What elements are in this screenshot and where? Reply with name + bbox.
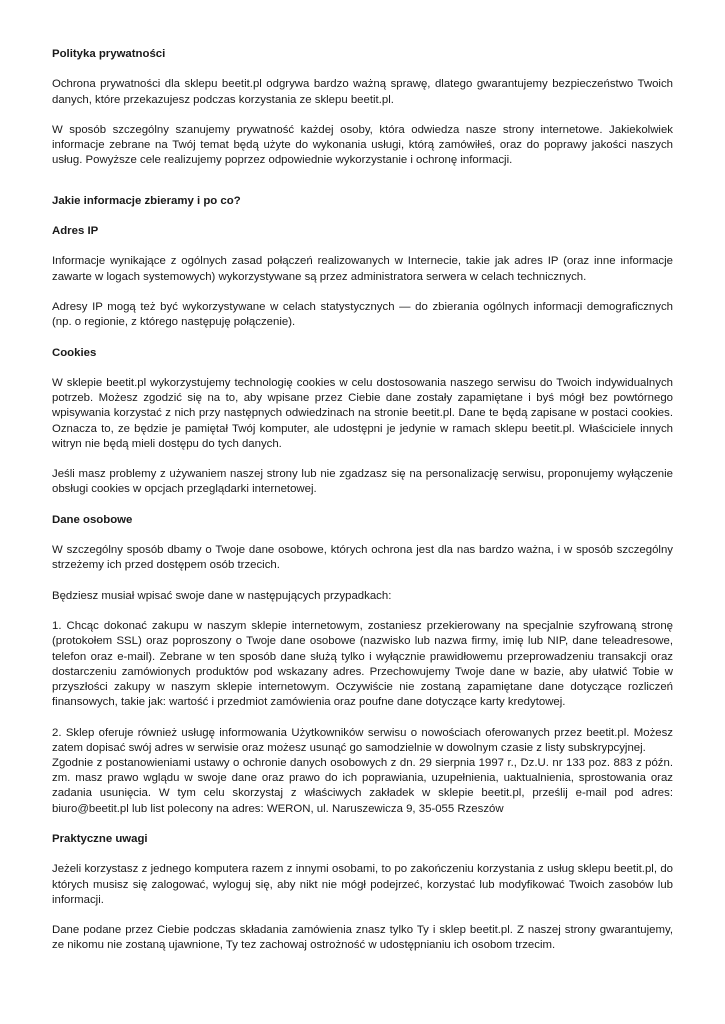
section-heading-what-we-collect: Jakie informacje zbieramy i po co? [52,194,241,207]
privacy-policy-document [52,47,673,954]
personal-paragraph-1: W szczególny sposób dbamy o Twoje dane osobowe, których ochrona jest dla nas bardzo ważna, i w sposób szczególny strzeżemy ich przed dostępem osób trzecich. [52,544,673,572]
section-heading-personal-data: Dane osobowe [52,513,133,526]
section-heading-ip: Adres IP [52,224,99,237]
cookies-paragraph-1: W sklepie beetit.pl wykorzystujemy technologię cookies w celu dostosowania naszego serwisu do Twoich indywidualnych potrzeb. Możesz zgodzić się na to, aby wpisane przez Ciebie dane zostały zapamiętane i byś mógł bez powtórnego wpisywania korzystać z nich przy następnych odwiedzinach na stronie beetit.pl. Dane te będą zapisane w postaci cookies. Oznacza to, ze będzie je pamiętał Twój komputer, ale udostępni je jedynie w ramach sklepu beetit.pl. Właściciele innych witryn nie będą mieli dostępu do tych danych. [52,376,673,450]
intro-paragraph-2: W sposób szczególny szanujemy prywatność każdej osoby, która odwiedza nasze strony internetowe. Jakiekolwiek informacje zebrane na Twój temat będą użyte do wykonania usługi, którą zamówiłeś, oraz do poprawy jakości naszych usług. Powyższe cele realizujemy poprzez odpowiednie wykorzystanie i ochronę informacji. [52,123,673,167]
practical-paragraph-1: Jeżeli korzystasz z jednego komputera razem z innymi osobami, to po zakończeniu korzystania z usług sklepu beetit.pl, do których musisz się zalogować, wyloguj się, aby nikt nie mógł podejrzeć, korzystać lub modyfikować Twoich zasobów lub informacji. [52,863,673,906]
cookies-paragraph-2: Jeśli masz problemy z używaniem naszej strony lub nie zgadzasz się na personalizację serwisu, proponujemy wyłączenie obsługi cookies w opcjach przeglądarki internetowej. [52,468,673,496]
personal-paragraph-4: 2. Sklep oferuje również usługę informowania Użytkowników serwisu o nowościach oferowanych przez beetit.pl. Możesz zatem dopisać swój adres w serwisie oraz możesz usunąć go samodzielnie w dowolnym czasie z listy subskrypcyjnej. [52,726,673,754]
ip-paragraph-1: Informacje wynikające z ogólnych zasad połączeń realizowanych w Internecie, takie jak adres IP (oraz inne informacje zawarte w logach systemowych) wykorzystywane są przez administratora serwera w celach technicznych. [52,255,673,283]
practical-paragraph-2: Dane podane przez Ciebie podczas składania zamówienia znasz tylko Ty i sklep beetit.pl. Z naszej strony gwarantujemy, ze nikomu nie zostaną ujawnione, Ty tez zachowaj ostrożność w udostępnianiu ich osobom trzecim. [52,924,673,952]
ip-paragraph-2: Adresy IP mogą też być wykorzystywane w celach statystycznych — do zbierania ogólnych informacji demograficznych (np. o regionie, z którego następuję połączenie). [52,300,673,329]
personal-paragraph-5: Zgodnie z postanowieniami ustawy o ochronie danych osobowych z dn. 29 sierpnia 1997 r., Dz.U. nr 133 poz. 883 z późn. zm. masz prawo wglądu w swoje dane oraz prawo do ich poprawiania, uzupełnienia, uaktualnienia, sprostowania oraz zadania usunięcia. W tym celu skorzystaj z właściwych zakładek w sklepie beetit.pl, prześlij e-mail pod adres: biuro@beetit.pl lub list polecony na adres: WERON, ul. Naruszewicza 9, 35-055 Rzeszów [52,756,673,815]
section-heading-cookies: Cookies [52,346,97,359]
personal-paragraph-2: Będziesz musiał wpisać swoje dane w następujących przypadkach: [52,589,392,602]
personal-paragraph-3: 1. Chcąc dokonać zakupu w naszym sklepie internetowym, zostaniesz przekierowany na specjalnie szyfrowaną stronę (protokołem SSL) oraz poproszony o Twoje dane osobowe (nazwisko lub nazwa firmy, imię lub NIP, dane teleadresowe, telefon oraz e-mail). Zebrane w ten sposób dane służą tylko i wyłącznie prawidłowemu przeprowadzeniu transakcji oraz dostarczeniu zamówionych produktów pod wskazany adres. Przechowujemy Twoje dane w bazie, aby ułatwić Tobie w przyszłości zakupy w naszym sklepie internetowym. Oczywiście nie zostaną zapamiętane dane dotyczące rozliczeń finansowych, takie jak: wartość i przedmiot zamówienia oraz poufne dane dotyczące karty kredytowej. [52,620,673,709]
intro-paragraph-1: Ochrona prywatności dla sklepu beetit.pl odgrywa bardzo ważną sprawę, dlatego gwarantujemy bezpieczeństwo Twoich danych, które przekazujesz podczas korzystania ze sklepu beetit.pl. [52,78,673,106]
section-heading-practical: Praktyczne uwagi [52,832,148,845]
page-title: Polityka prywatności [52,48,166,60]
